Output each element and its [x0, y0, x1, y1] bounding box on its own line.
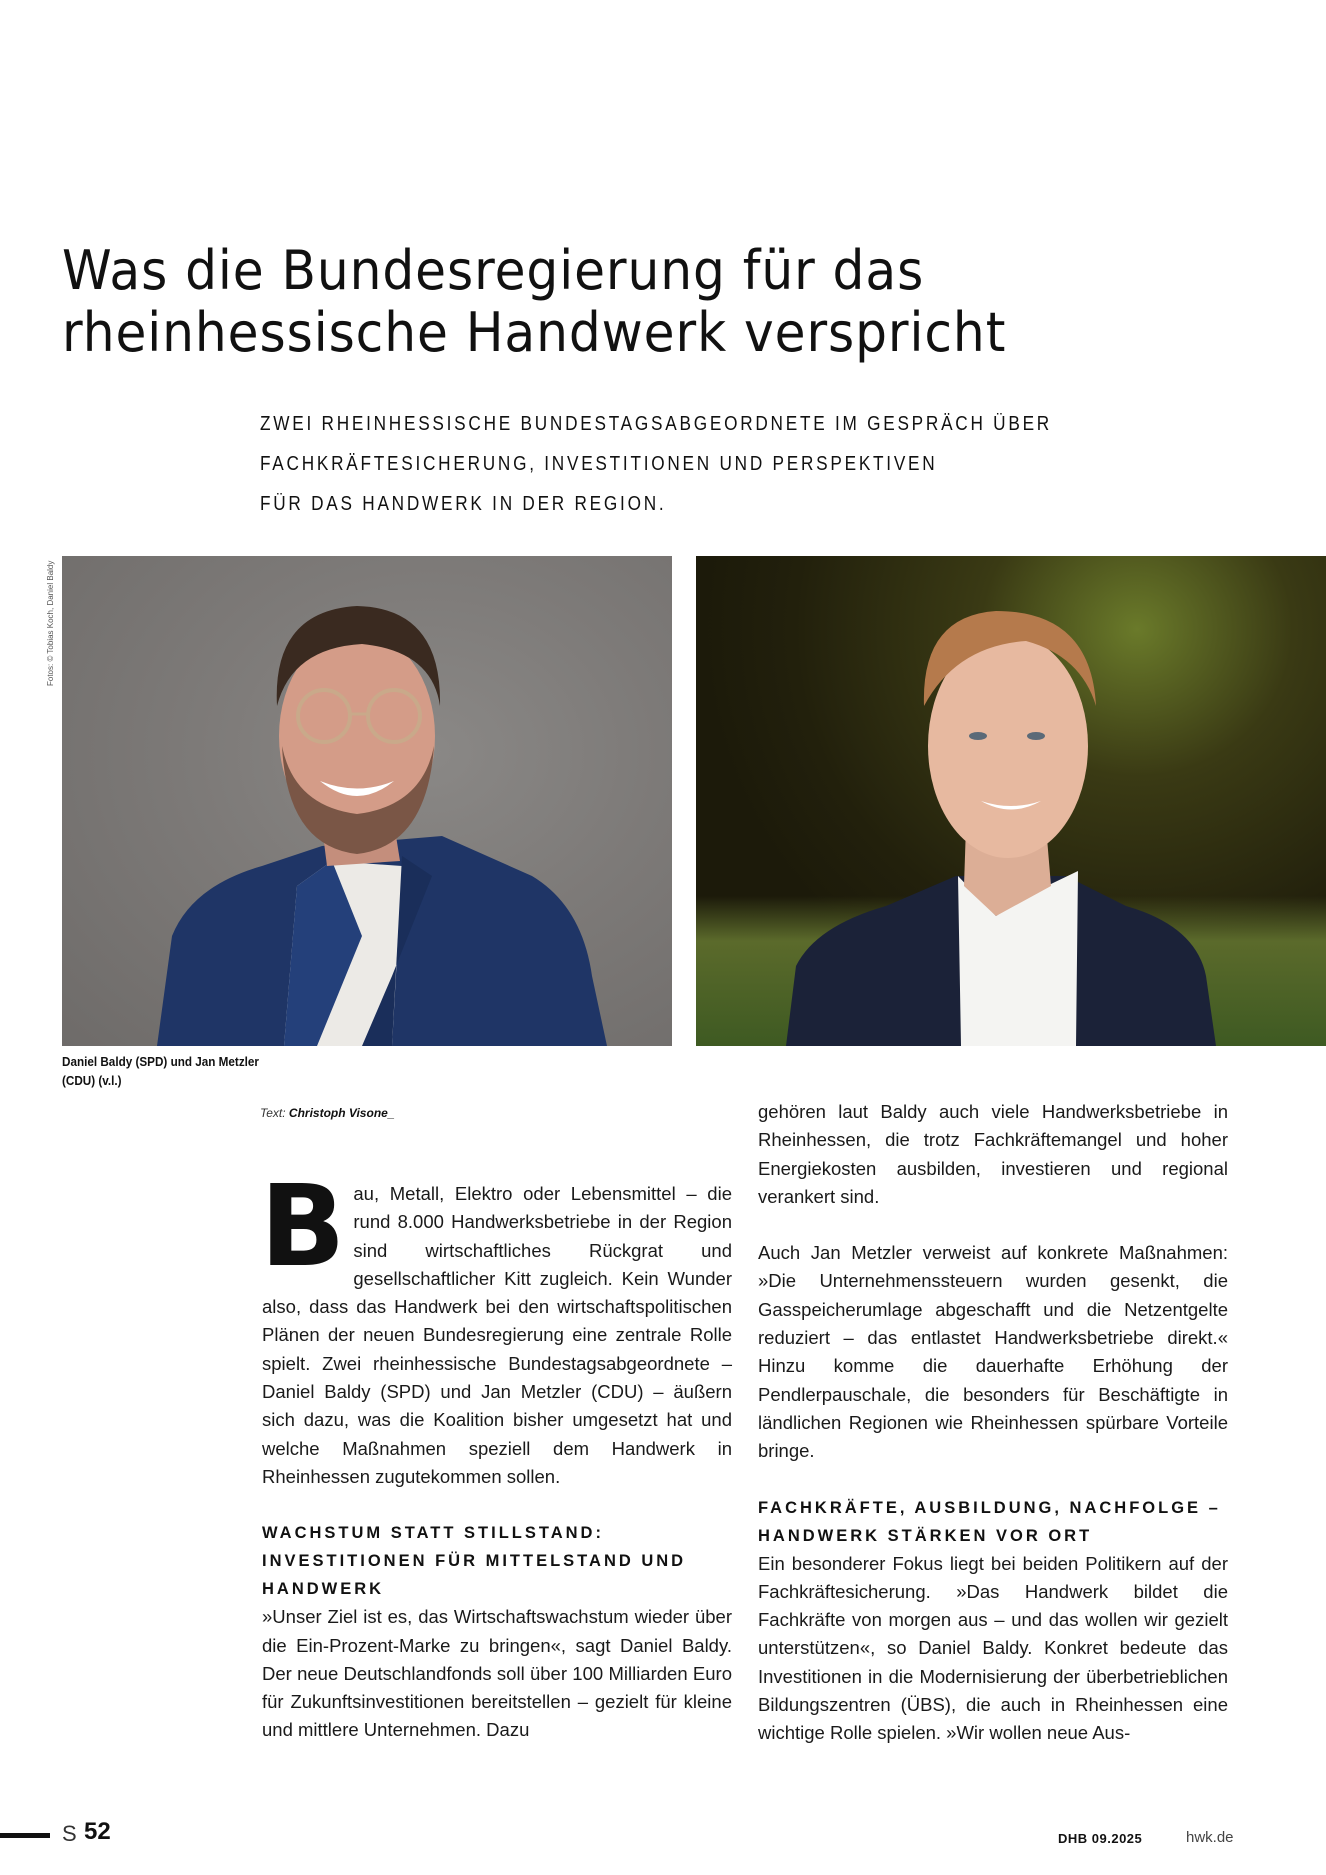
article-column-left — [260, 1162, 732, 1745]
portrait-illustration-icon — [696, 556, 1326, 1046]
portrait-illustration-icon — [62, 556, 672, 1046]
section-heading-fachkraefte: FACHKRÄFTE, AUSBILDUNG, NACHFOLGE – HANDWERK STÄRKEN VOR ORT — [758, 1498, 1221, 1545]
portrait-photo-daniel-baldy — [62, 556, 672, 1046]
section-text-fachkraefte: Ein besonderer Fokus liegt bei beiden Politikern auf der Fachkräftesicherung. »Das Handwerk bildet die Fachkräfte von morgen aus – und das wollen wir gezielt unterstützen«, so Daniel Baldy. Konkret bedeute das Investitionen in die Modernisierung der überbetrieblichen Bildungszentren (ÜBS), die auch in Rheinhessen eine wichtige Rolle spielen. »Wir wollen neue Aus- — [758, 1552, 1228, 1744]
headline-line-1: Was die Bundesregierung für das — [62, 239, 925, 302]
article-column-right — [758, 1098, 1228, 1748]
byline-end: _ — [387, 1106, 395, 1120]
section-heading-wachstum: WACHSTUM STATT STILLSTAND: INVESTITIONEN FÜR MITTELSTAND UND HANDWERK — [262, 1524, 687, 1599]
intro-paragraph — [260, 1162, 732, 1491]
headline-line-2: rheinhessische Handwerk verspricht — [62, 301, 1007, 364]
subline-line-3: FÜR DAS HANDWERK IN DER REGION. — [260, 493, 667, 515]
portrait-photo-jan-metzler — [696, 556, 1326, 1046]
section-text-wachstum: »Unser Ziel ist es, das Wirtschaftswachstum wieder über die Ein-Prozent-Marke zu bringen«, sagt Daniel Baldy. Der neue Deutschlandfonds soll über 100 Milliarden Euro für Zukunftsinvestitionen bereitstellen – gezielt für kleine und mittlere Unternehmen. Dazu — [262, 1606, 732, 1741]
paragraph-baldy-continued: gehören laut Baldy auch viele Handwerksbetriebe in Rheinhessen, die trotz Fachkräftemangel und hoher Energiekosten ausbilden, investieren und regional verankert sind. — [758, 1101, 1228, 1207]
photo-credit-text: Fotos: © Tobias Koch, Daniel Baldy — [46, 560, 55, 686]
issue-label: DHB 09.2025 — [1058, 1831, 1143, 1846]
photo-caption: Daniel Baldy (SPD) und Jan Metzler (CDU) (v.l.) — [62, 1054, 259, 1088]
intro-text: au, Metall, Elektro oder Lebensmittel – die rund 8.000 Handwerksbetriebe in der Region sind wirtschaftliches Rückgrat und gesellschaftlicher Kitt zugleich. Kein Wunder also, dass das Handwerk bei den wirtschaftspolitischen Plänen der neuen Bundesregierung eine zentrale Rolle spielt. Zwei rheinhessische Bundestagsabgeordnete – Daniel Baldy (SPD) und Jan Metzler (CDU) – äußern sich dazu, was die Koalition bisher umgesetzt hat und welche Maßnahmen speziell dem Handwerk in Rheinhessen zugutekommen sollen. — [262, 1183, 732, 1487]
website-link[interactable]: hwk.de — [1186, 1829, 1234, 1846]
byline — [260, 1106, 395, 1120]
article-subline — [260, 404, 1160, 524]
photo-credit — [46, 556, 62, 686]
footer-rule — [0, 1833, 50, 1838]
article-headline — [62, 240, 1215, 364]
paragraph-metzler: Auch Jan Metzler verweist auf konkrete Maßnahmen: »Die Unternehmenssteuern wurden gesenkt, die Gasspeicherumlage abgeschafft und die Netzentgelte reduziert – das entlastet Handwerksbetriebe direkt.« Hinzu komme die dauerhafte Erhöhung der Pendlerpauschale, die besonders für Beschäftigte in ländlichen Regionen wie Rheinhessen spürbare Vorteile bringe. — [758, 1242, 1228, 1462]
subline-line-1: ZWEI RHEINHESSISCHE BUNDESTAGSABGEORDNETE IM GESPRÄCH ÜBER — [260, 413, 1052, 435]
byline-author: Christoph Visone — [288, 1106, 388, 1120]
drop-cap: B — [260, 1162, 346, 1292]
page-prefix: S — [62, 1821, 77, 1846]
page-number: 52 — [84, 1818, 111, 1845]
subline-line-2: FACHKRÄFTESICHERUNG, INVESTITIONEN UND PERSPEKTIVEN — [260, 453, 938, 475]
byline-label: Text: — [260, 1106, 286, 1120]
